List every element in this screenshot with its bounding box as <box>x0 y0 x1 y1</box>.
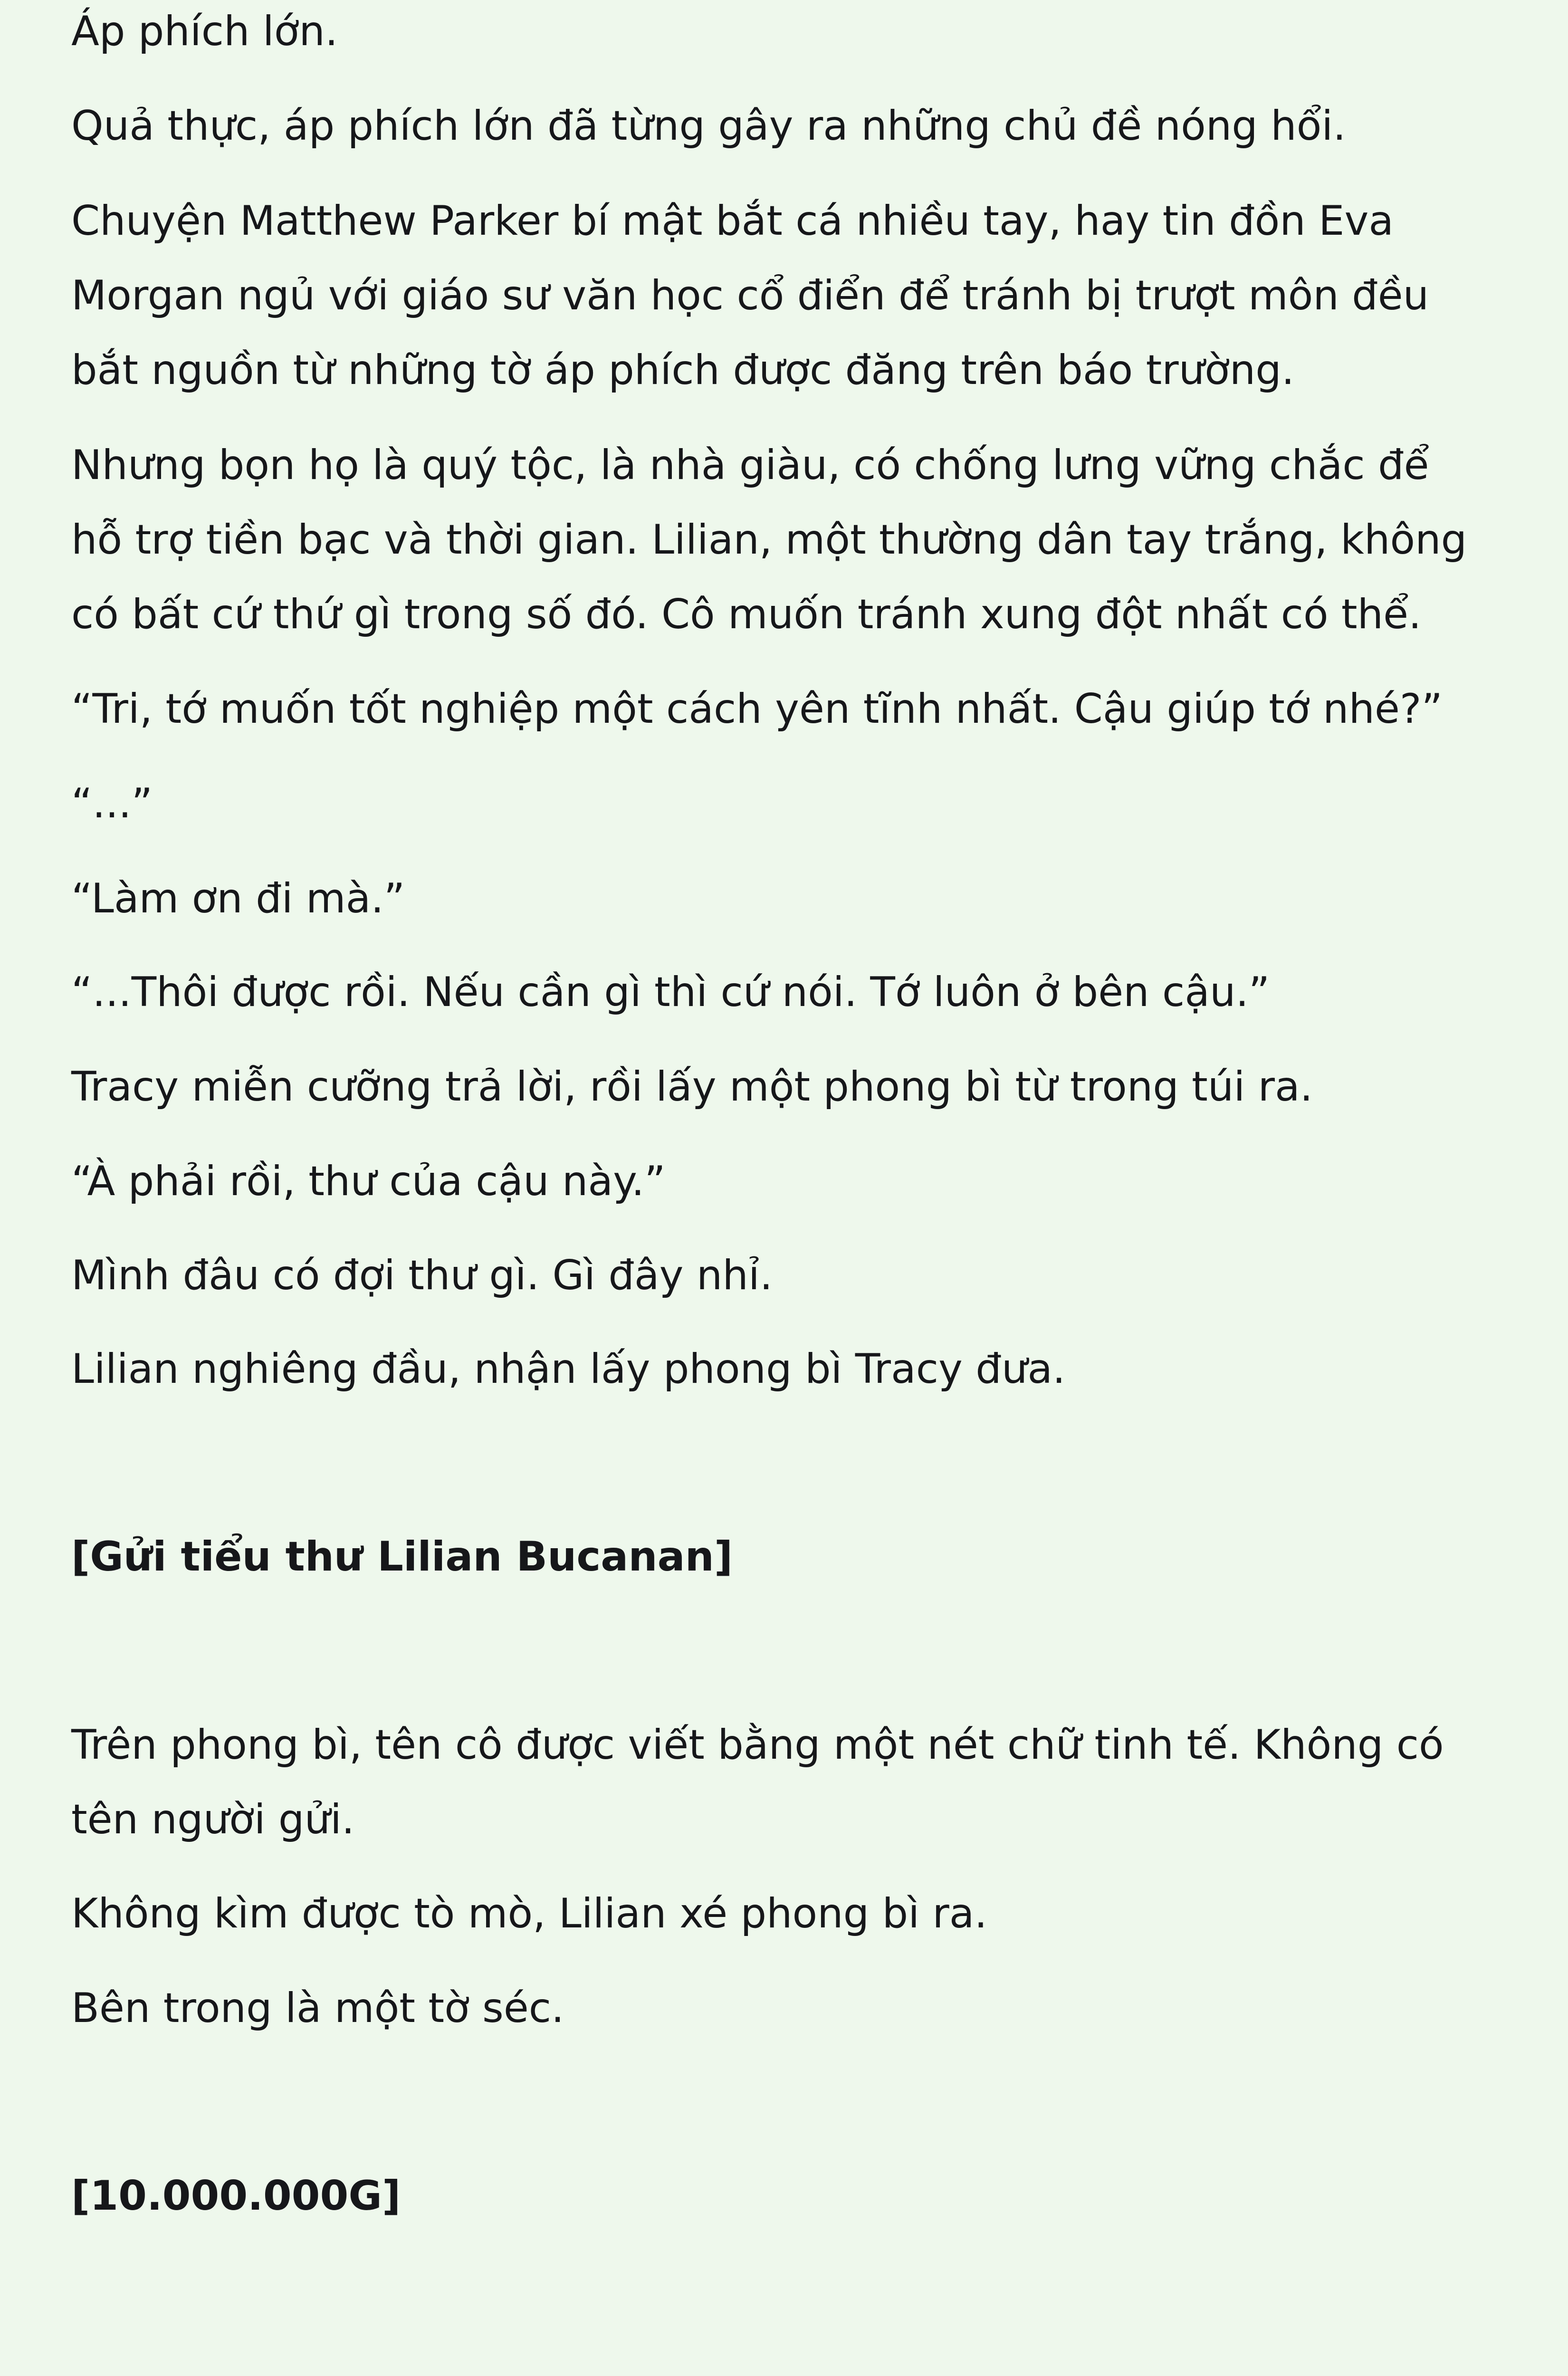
paragraph-2: Quả thực, áp phích lớn đã từng gây ra những chủ đề nóng hổi. <box>71 102 1346 150</box>
paragraph-9: Tracy miễn cưỡng trả lời, rồi lấy một phong bì từ trong túi ra. <box>71 1063 1313 1111</box>
paragraph-13: Trên phong bì, tên cô được viết bằng một nét chữ tinh tế. Không có tên người gửi. <box>71 1721 1444 1843</box>
paragraph-14: Không kìm được tò mò, Lilian xé phong bì ra. <box>71 1890 987 1937</box>
paragraph-6: “...” <box>71 780 153 827</box>
paragraph-7: “Làm ơn đi mà.” <box>71 875 405 922</box>
paragraph-3: Chuyện Matthew Parker bí mật bắt cá nhiều tay, hay tin đồn Eva Morgan ngủ với giáo sư văn học cổ điển để tránh bị trượt môn đều bắt nguồn từ những tờ áp phích được đăng trên báo trường. <box>71 197 1429 394</box>
paragraph-15: Bên trong là một tờ séc. <box>71 1984 564 2032</box>
paragraph-4: Nhưng bọn họ là quý tộc, là nhà giàu, có chống lưng vững chắc để hỗ trợ tiền bạc và thời gian. Lilian, một thường dân tay trắng, không có bất cứ thứ gì trong số đó. Cô muốn tránh xung đột nhất có thể. <box>71 441 1467 638</box>
paragraph-11: Mình đâu có đợi thư gì. Gì đây nhỉ. <box>71 1252 773 1299</box>
check-amount: [10.000.000G] <box>71 2172 401 2220</box>
paragraph-12: Lilian nghiêng đầu, nhận lấy phong bì Tracy đưa. <box>71 1345 1066 1393</box>
envelope-address: [Gửi tiểu thư Lilian Bucanan] <box>71 1533 733 1581</box>
paragraph-1: Áp phích lớn. <box>71 8 338 55</box>
paragraph-5: “Tri, tớ muốn tốt nghiệp một cách yên tĩnh nhất. Cậu giúp tớ nhé?” <box>71 685 1443 733</box>
paragraph-10: “À phải rồi, thư của cậu này.” <box>71 1158 666 1205</box>
paragraph-8: “...Thôi được rồi. Nếu cần gì thì cứ nói. Tớ luôn ở bên cậu.” <box>71 968 1270 1016</box>
